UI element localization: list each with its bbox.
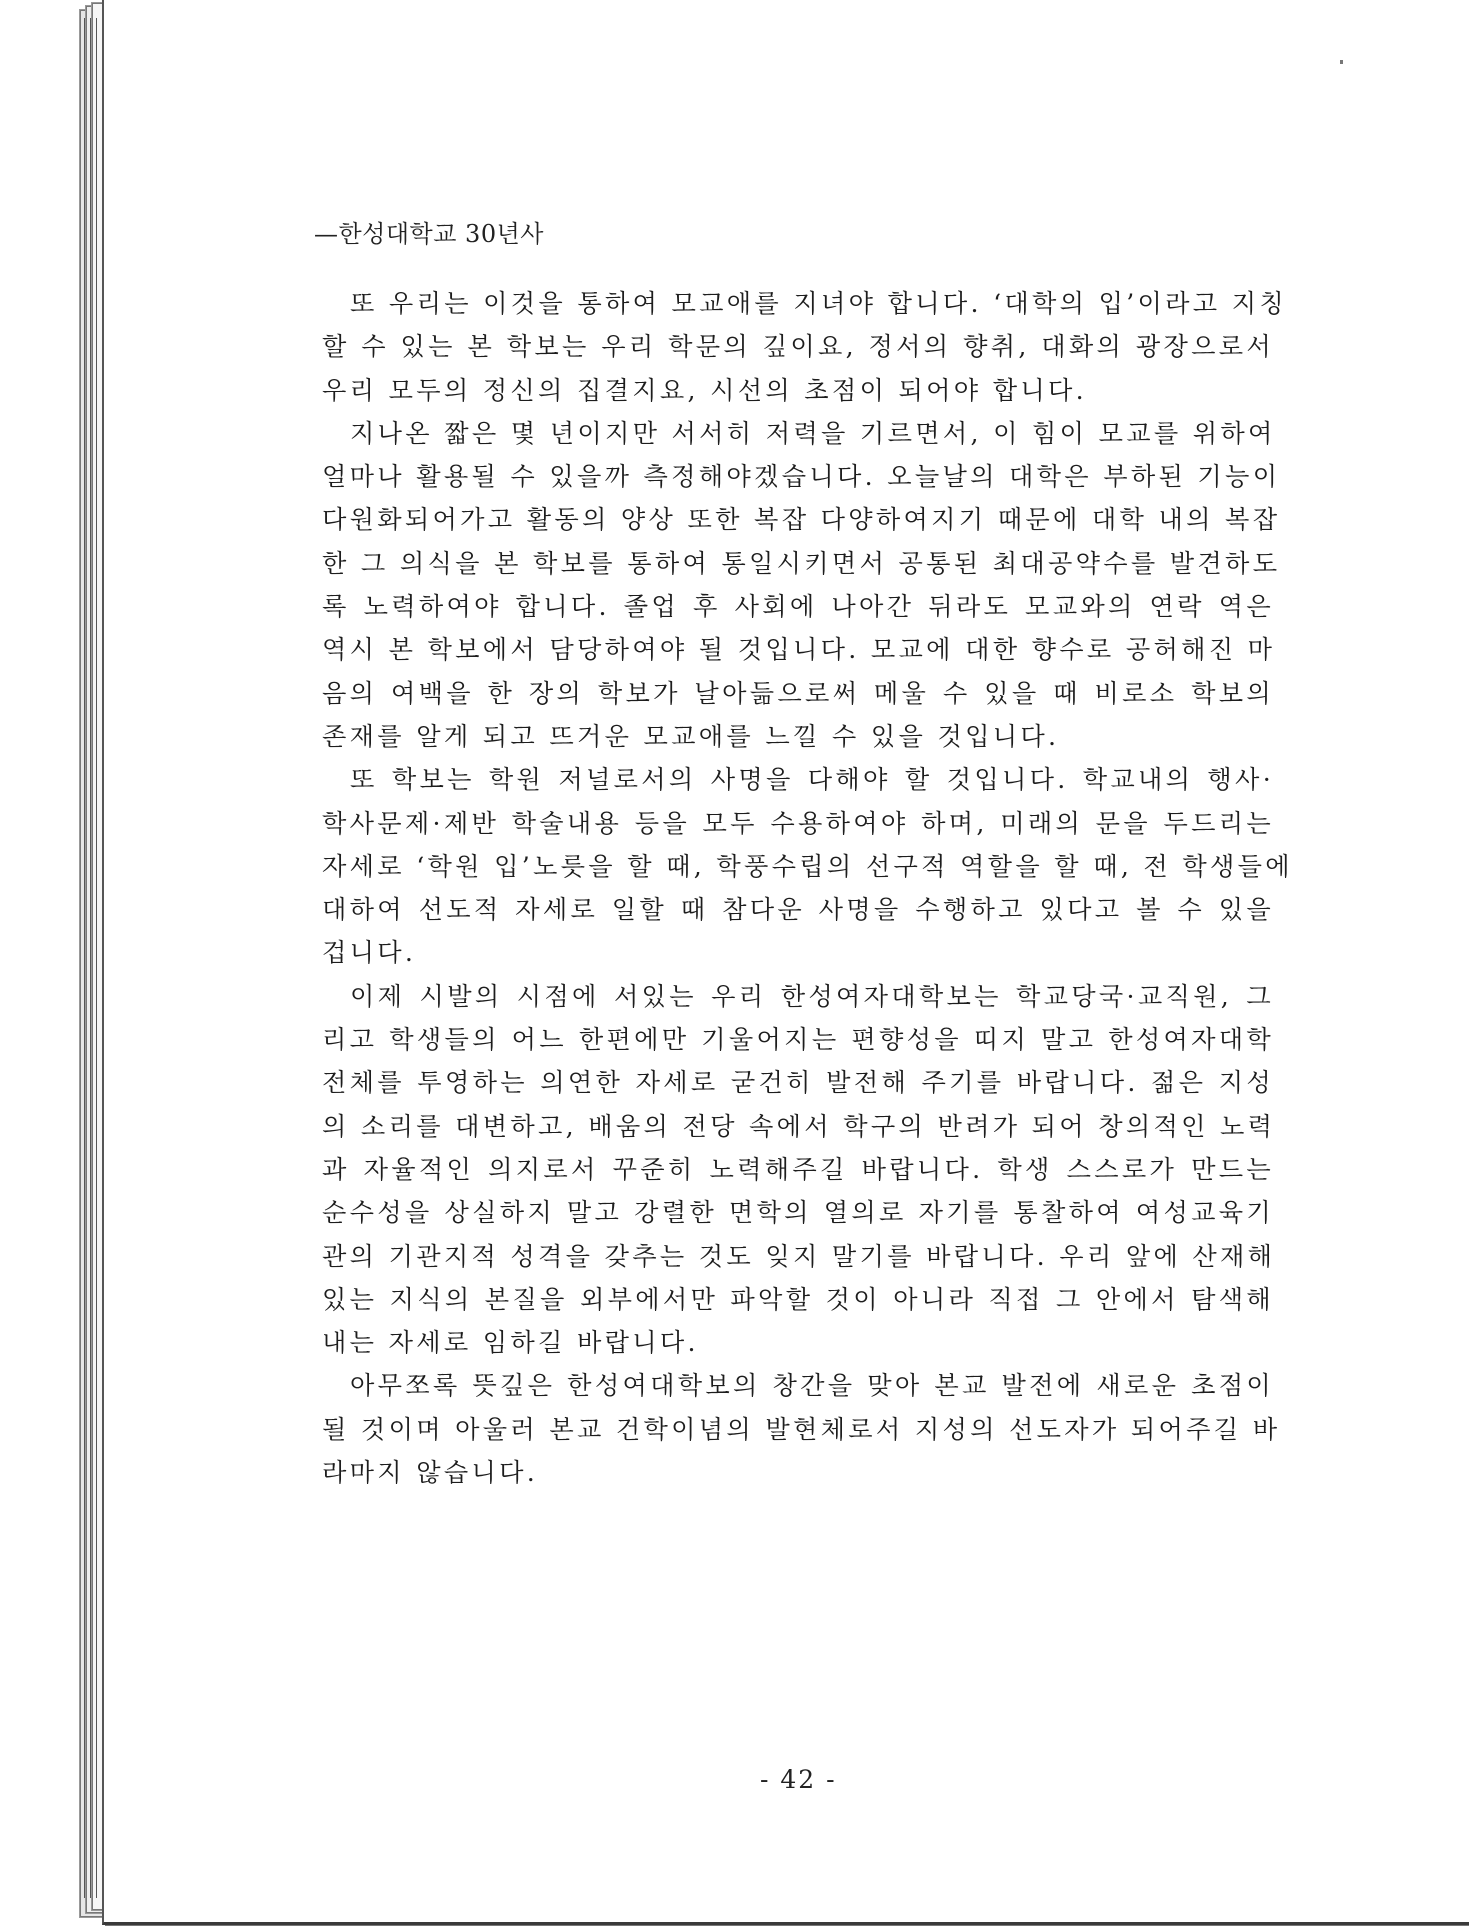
paragraph (322, 758, 1293, 974)
page-edge-line (90, 18, 91, 1898)
text-line: 겁니다. (322, 938, 417, 968)
text-line: 관의 기관지적 성격을 갖추는 것도 잊지 말기를 바랍니다. 우리 앞에 산재해 (322, 1241, 1276, 1271)
text-line: 리고 학생들의 어느 한편에만 기울어지는 편향성을 띠지 말고 한성여자대학 (322, 1025, 1274, 1055)
text-line: 의 소리를 대변하고, 배움의 전당 속에서 학구의 반려가 되어 창의적인 노력 (322, 1111, 1276, 1141)
scan-speck (1340, 60, 1343, 64)
text-line: 있는 지식의 본질을 외부에서만 파악할 것이 아니라 직접 그 안에서 탐색해 (322, 1284, 1274, 1314)
text-line: 내는 자세로 임하길 바랍니다. (322, 1328, 699, 1358)
paragraph (322, 1364, 1281, 1494)
text-line: 대하여 선도적 자세로 일할 때 참다운 사명을 수행하고 있다고 볼 수 있을 (322, 895, 1274, 925)
text-line: 학사문제·제반 학술내용 등을 모두 수용하여야 하며, 미래의 문을 두드리는 (322, 808, 1274, 838)
text-line: 라마지 않습니다. (322, 1458, 539, 1488)
page-edge-line (84, 18, 85, 1898)
page-edge-line (96, 18, 97, 1898)
text-line: 또 학보는 학원 저널로서의 사명을 다해야 할 것입니다. 학교내의 행사· (350, 765, 1274, 795)
text-line: 지나온 짧은 몇 년이지만 서서히 저력을 기르면서, 이 힘이 모교를 위하여 (350, 418, 1276, 448)
paragraph (322, 282, 1287, 412)
text-line: 우리 모두의 정신의 집결지요, 시선의 초점이 되어야 합니다. (322, 375, 1087, 405)
body-text (322, 282, 1293, 1494)
paragraph (322, 412, 1281, 758)
text-line: 할 수 있는 본 학보는 우리 학문의 깊이요, 정서의 향취, 대화의 광장으로서 (322, 332, 1274, 362)
text-line: 얼마나 활용될 수 있을까 측정해야겠습니다. 오늘날의 대학은 부하된 기능이 (322, 462, 1281, 492)
text-line: 이제 시발의 시점에 서있는 우리 한성여자대학보는 학교당국·교직원, 그 (350, 981, 1274, 1011)
text-line: 존재를 알게 되고 뜨거운 모교애를 느낄 수 있을 것입니다. (322, 721, 1060, 751)
text-line: 순수성을 상실하지 말고 강렬한 면학의 열의로 자기를 통찰하여 여성교육기 (322, 1198, 1274, 1228)
running-head: —한성대학교 30년사 (314, 220, 544, 248)
text-line: 과 자율적인 의지로서 꾸준히 노력해주길 바랍니다. 학생 스스로가 만드는 (322, 1154, 1274, 1184)
text-line: 한 그 의식을 본 학보를 통하여 통일시키면서 공통된 최대공약수를 발견하도 (322, 548, 1281, 578)
text-line: 또 우리는 이것을 통하여 모교애를 지녀야 합니다. ‘대학의 입’이라고 지칭 (350, 289, 1287, 318)
text-line: 역시 본 학보에서 담당하여야 될 것입니다. 모교에 대한 향수로 공허해진 마 (322, 635, 1276, 665)
text-line: 록 노력하여야 합니다. 졸업 후 사회에 나아간 뒤라도 모교와의 연락 역은 (322, 592, 1274, 622)
text-line: 다원화되어가고 활동의 양상 또한 복잡 다양하여지기 때문에 대학 내의 복잡 (322, 505, 1281, 535)
paragraph (322, 975, 1274, 1365)
text-line: 아무쪼록 뜻깊은 한성여대학보의 창간을 맞아 본교 발전에 새로운 초점이 (350, 1371, 1274, 1401)
text-line: 자세로 ‘학원 입’노릇을 할 때, 학풍수립의 선구적 역할을 할 때, 전 학생들에 (322, 851, 1293, 881)
text-line: 전체를 투영하는 의연한 자세로 굳건히 발전해 주기를 바랍니다. 젊은 지성 (322, 1068, 1274, 1098)
text-line: 될 것이며 아울러 본교 건학이념의 발현체로서 지성의 선도자가 되어주길 바 (322, 1414, 1281, 1444)
page-number: - 42 - (760, 1765, 837, 1794)
text-line: 음의 여백을 한 장의 학보가 날아듦으로써 메울 수 있을 때 비로소 학보의 (322, 678, 1274, 708)
